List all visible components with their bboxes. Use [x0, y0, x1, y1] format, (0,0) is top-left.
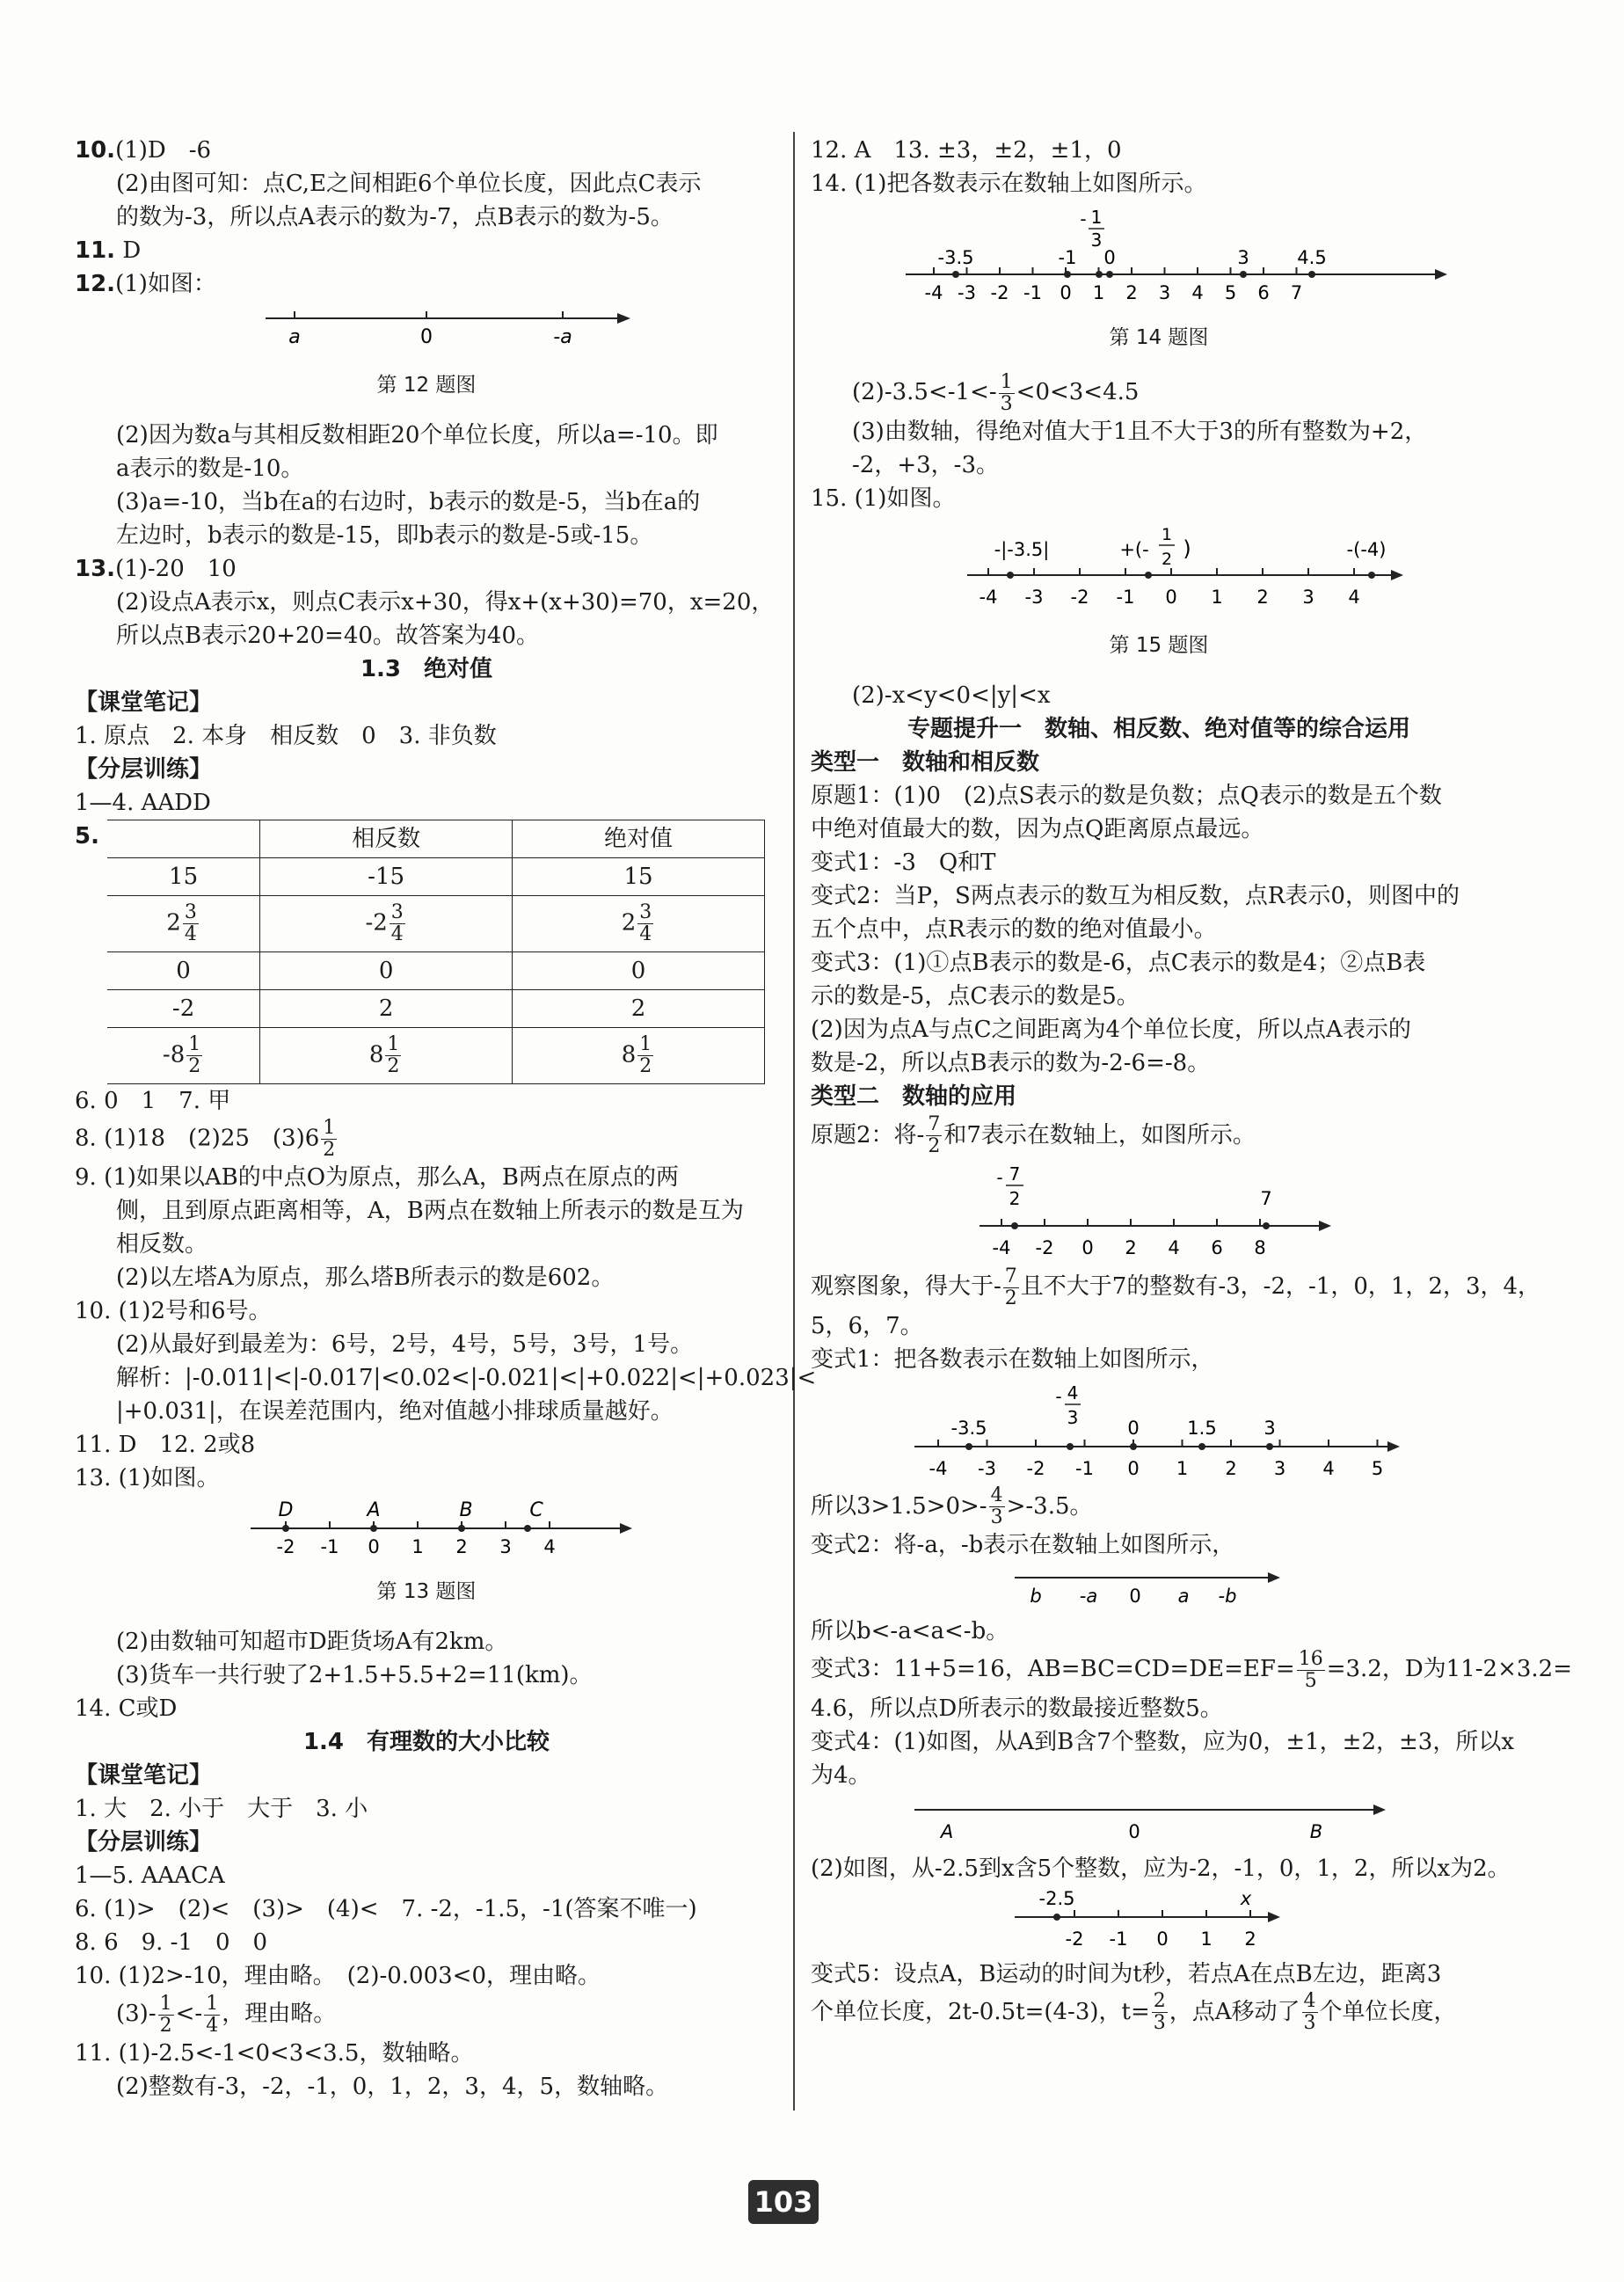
- q5-block: 5. 相反数 绝对值 15 -15 15 2 $\frac{3}{4}$ -2 $\frac{3}{4}$ 2 $\frac{3}{4}$ 0 0 0 -2 2 2 -8 $\frac{1}{2}$ 8 $\frac{1}{2}$ 8 $\frac{1}{2}$: [75, 820, 778, 1084]
- axis-tick-label: 0: [1060, 282, 1072, 303]
- fig13-tick: -1: [320, 1536, 339, 1557]
- axis-tick-label: -2: [990, 282, 1009, 303]
- fig15-caption: 第 15 题图: [1109, 633, 1209, 657]
- axis-tick-label: -2: [1070, 586, 1089, 608]
- bs4-label: A: [940, 1820, 954, 1842]
- figure-15-number-line: [811, 521, 1507, 612]
- axis-tick-label: 6: [1211, 1237, 1223, 1258]
- fig14-label: 3: [1237, 247, 1249, 268]
- fig14-label: -1: [1058, 247, 1077, 268]
- svg-text:-: -: [1055, 1385, 1062, 1407]
- axis-tick-label: 0: [1165, 586, 1177, 608]
- fig13-tick: 1: [411, 1536, 424, 1557]
- axis-tick-label: 3: [1158, 282, 1171, 303]
- figure-14-number-line: [811, 206, 1507, 304]
- figure-bs4-2-number-line: [811, 1891, 1507, 1952]
- svg-text:1: 1: [1161, 524, 1173, 544]
- right-column: 12. A 13. ±3，±2，±1，0 14. (1)把各数表示在数轴上如图所示。 - 1 3 -3.5 -1 0 3 4.5 -4 -3 -2 -1 0 1 2 3 4 5 6 7 第 14 题图 (2)-3.5<-1<- $\frac{1}{3}$ <0<3<4.5 (3)由数轴，得绝对值大于1且不大于3的所有整数为+2， -2，+3，-3。 15. (1)如图。 -|-3.5| +(- 1 2 ) -(-4) -4 -3 -2 -1 0 1 2 3 4 第 15 题图 (2)-x<y<0<|y|<x 专题提升一 数轴、相反数、绝对值等的综合运用 类型一 数轴和相反数 原题1：(1)0 (2)点S表示的数是负数；点Q表示的数是五个数 中绝对值最大的数，因为点Q距离原点最远。 变式1：-3 Q和T 变式2：当P，S两点表示的数互为相反数，点R表示0，则图中的 五个点中，点R表示的数的绝对值最小。 变式3：(1)①点B表示的数是-6，点C表示的数是4；②点B表 示的数是-5，点C表示的数是5。 (2)因为点A与点C之间距离为4个单位长度，所以点A表示的 数是-2，所以点B表示的数为-2-6=-8。 类型二 数轴的应用 原题2：将- $\frac{7}{2}$ 和7表示在数轴上，如图所示。 - 7 2 7 -4 -2 0 2 4 6 8 观察图象，得大于- $\frac{7}{2}$ 且不大于7的整数有-3，-2，-1，0，1，2，3，4， 5，6，7。 变式1：把各数表示在数轴上如图所示， -3.5 - 4 3 0 1.5 3 -4 -3 -2 -1 0 1 2 3 4 5 所以3>1.5>0>- $\frac{4}{3}$ >-3.5。 变式2：将-a，-b表示在数轴上如图所示， b -a 0 a -b 所以b<-a<a<-b。 变式3：11+5=16，AB=BC=CD=DE=EF= $\frac{16}{5}$ =3.2，D为11-2×3.2= 4.6，所以点D所表示的数最接近整数5。 变式4：(1)如图，从A到B含7个整数，应为0，±1，±2，±3，所以x 为4。 A 0 B (2)如图，从-2.5到x含5个整数，应为-2，-1，0，1，2，所以x为2。 -2.5 x -2 -1 0 1 2 变式5：设点A，B运动的时间为t秒，若点A在点B左边，距离3 个单位长度，2t-0.5t=(4-3)，t= $\frac{2}{3}$ ，点A移动了 $\frac{4}{3}$ 个单位长度，: [811, 137, 1573, 2034]
- bs2-label: b: [1030, 1586, 1042, 1607]
- axis-tick-label: 0: [1127, 1457, 1140, 1479]
- fig14-label: 4.5: [1297, 247, 1327, 268]
- cell-mixed-fraction: 8 $\frac{1}{2}$: [260, 1028, 513, 1084]
- topic-title: 专题提升一 数轴、相反数、绝对值等的综合运用: [907, 715, 1410, 742]
- svg-text:2: 2: [1161, 549, 1173, 569]
- axis-tick-label: -2: [1065, 1928, 1084, 1950]
- svg-text:3: 3: [1067, 1406, 1079, 1428]
- page-number: 103: [748, 2180, 819, 2224]
- fig13-point-A: A: [367, 1500, 381, 1521]
- axis-tick-label: 1: [1092, 282, 1105, 303]
- axis-tick-label: -4: [924, 282, 943, 303]
- bs1-label: 1.5: [1187, 1417, 1217, 1439]
- bs1-label: 0: [1127, 1417, 1140, 1439]
- svg-text:3: 3: [1090, 230, 1103, 251]
- fig13-tick: 3: [499, 1536, 512, 1557]
- fig13-tick: 0: [368, 1536, 380, 1557]
- type-1-heading: 类型一 数轴和相反数: [811, 748, 1040, 776]
- fig13-point-C: C: [529, 1500, 543, 1521]
- bs4-label: B: [1309, 1820, 1323, 1842]
- left-column: 10.(1)D -6 (2)由图可知：点C,E之间相距6个单位长度，因此点C表示 的数为-3，所以点A表示的数为-7，点B表示的数为-5。 11. D 12.(1)如图： a 0 -a 第 12 题图 (2)因为数a与其相反数相距20个单位长度，所以a=-10。即 a表示的数是-10。 (3)a=-10，当b在a的右边时，b表示的数是-5，当b在a的 左边时，b表示的数是-15，即b表示的数是-5或-15。 13.(1)-20 10 (2)设点A表示x，则点C表示x+30，得x+(x+30)=70，x=20， 所以点B表示20+20=40。故答案为40。 1.3 绝对值 【课堂笔记】 1. 原点 2. 本身 相反数 0 3. 非负数 【分层训练】 1—4. AADD 5. 相反数 绝对值 15 -15 15 2 $\frac{3}{4}$ -2 $\frac{3}{4}$ 2 $\frac{3}{4}$ 0 0 0 -2 2 2 -8 $\frac{1}{2}$ 8 $\frac{1}{2}$ 8 $\frac{1}{2}$ 6. 0 1 7. 甲 8. (1)18 (2)25 (3)6 $\frac{1}{2}$ 9. (1)如果以AB的中点O为原点，那么A，B两点在原点的两 侧，且到原点距离相等，A，B两点在数轴上所表示的数是互为 相反数。 (2)以左塔A为原点，那么塔B所表示的数是602。 10. (1)2号和6号。 (2)从最好到最差为：6号，2号，4号，5号，3号，1号。 解析：|-0.011|<|-0.017|<0.02<|-0.021|<|+0.022|<|+0.023|< |+0.031|，在误差范围内，绝对值越小排球质量越好。 11. D 12. 2或8 13. (1)如图。 D A B C -2 -1 0 1 2 3 4 第 13 题图 (2)由数轴可知超市D距货场A有2km。 (3)货车一共行驶了2+1.5+5.5+2=11(km)。 14. C或D 1.4 有理数的大小比较 【课堂笔记】 1. 大 2. 小于 大于 3. 小 【分层训练】 1—5. AAACA 6. (1)> (2)< (3)> (4)< 7. -2，-1.5，-1(答案不唯一) 8. 6 9. -1 0 0 10. (1)2>-10，理由略。 (2)-0.003<0，理由略。 (3)- $\frac{1}{2}$ <- $\frac{1}{4}$ ，理由略。 11. (1)-2.5<-1<0<3<3.5，数轴略。 (2)整数有-3，-2，-1，0，1，2，3，4，5，数轴略。: [75, 137, 817, 2100]
- axis-tick-label: -4: [979, 586, 998, 608]
- fig13-tick: 4: [543, 1536, 556, 1557]
- section-1-3-title: 1.3 绝对值: [360, 656, 493, 682]
- axis-tick-label: 0: [1081, 1237, 1094, 1258]
- bs2-label: -a: [1079, 1586, 1098, 1607]
- figure-13-number-line: [75, 1500, 778, 1558]
- cell-mixed-fraction: -2 $\frac{3}{4}$: [260, 896, 513, 952]
- bs1-label: -3.5: [950, 1417, 987, 1439]
- svg-text:1: 1: [1090, 207, 1103, 228]
- svg-text:-: -: [1080, 208, 1087, 230]
- axis-tick-label: 0: [1156, 1928, 1169, 1950]
- fig14-caption: 第 14 题图: [1109, 326, 1209, 349]
- axis-tick-label: -1: [1109, 1928, 1128, 1950]
- fig14-label: 0: [1103, 247, 1116, 268]
- fig12-label-a: a: [288, 326, 301, 348]
- q5-answer-table: 相反数 绝对值 15 -15 15 2 $\frac{3}{4}$ -2 $\frac{3}{4}$ 2 $\frac{3}{4}$ 0 0 0 -2 2 2 -8 $\frac{1}{2}$ 8 $\frac{1}{2}$ 8 $\frac{1}{2}$: [107, 820, 765, 1084]
- figure-bs4-1-number-line: [811, 1797, 1507, 1847]
- axis-tick-label: 4: [1322, 1457, 1335, 1479]
- class-notes-heading: 【课堂笔记】: [75, 689, 213, 716]
- fig13-point-B: B: [459, 1500, 473, 1521]
- yt2-label-7: 7: [1260, 1188, 1272, 1209]
- cell-mixed-fraction: 2 $\frac{3}{4}$: [107, 896, 260, 952]
- bs1-label: 3: [1264, 1417, 1276, 1439]
- axis-tick-label: 2: [1256, 586, 1269, 608]
- svg-text:7: 7: [1009, 1163, 1021, 1185]
- axis-tick-label: 3: [1273, 1457, 1286, 1479]
- axis-tick-label: -2: [1035, 1237, 1054, 1258]
- fig12-label-0: 0: [420, 326, 433, 348]
- axis-tick-label: -3: [1024, 586, 1044, 608]
- axis-tick-label: -3: [978, 1457, 996, 1479]
- type-2-heading: 类型二 数轴的应用: [811, 1083, 1017, 1110]
- axis-tick-label: -1: [1075, 1457, 1094, 1479]
- section-1-4-title: 1.4 有理数的大小比较: [302, 1729, 550, 1755]
- bs4-2-label: x: [1240, 1890, 1252, 1909]
- axis-tick-label: 2: [1244, 1928, 1256, 1950]
- q10-number: 10.: [75, 137, 116, 164]
- bs2-label: a: [1177, 1586, 1190, 1607]
- axis-tick-label: 2: [1125, 1237, 1137, 1258]
- bs4-2-label: -2.5: [1038, 1890, 1075, 1909]
- figure-yt2-number-line: [811, 1163, 1507, 1259]
- cell-mixed-fraction: 8 $\frac{1}{2}$: [513, 1028, 765, 1084]
- bs2-label: -b: [1218, 1586, 1237, 1607]
- fig13-tick: 2: [455, 1536, 468, 1557]
- axis-tick-label: 1: [1200, 1928, 1213, 1950]
- fig12-label-neg-a: -a: [553, 326, 572, 348]
- fig13-caption: 第 13 题图: [376, 1580, 477, 1603]
- fig15-label: -(-4): [1346, 538, 1387, 560]
- svg-text:2: 2: [1009, 1188, 1021, 1209]
- axis-tick-label: -1: [1116, 586, 1135, 608]
- figure-bs2-number-line: [811, 1567, 1507, 1609]
- figure-bs1-number-line: [811, 1382, 1507, 1480]
- fig15-label: +(-: [1119, 538, 1149, 560]
- axis-tick-label: -2: [1026, 1457, 1045, 1479]
- axis-tick-label: -3: [958, 282, 976, 303]
- cell-mixed-fraction: 2 $\frac{3}{4}$: [513, 896, 765, 952]
- axis-tick-label: 8: [1254, 1237, 1266, 1258]
- axis-tick-label: 2: [1125, 282, 1138, 303]
- svg-text:-: -: [996, 1167, 1003, 1188]
- axis-tick-label: -1: [1023, 282, 1042, 303]
- column-divider: [793, 132, 795, 2111]
- fig12-caption: 第 12 题图: [376, 374, 477, 397]
- fig13-point-D: D: [278, 1500, 294, 1521]
- axis-tick-label: 1: [1211, 586, 1223, 608]
- axis-tick-label: 6: [1257, 282, 1270, 303]
- figure-12-number-line: [75, 306, 778, 352]
- axis-tick-label: 3: [1302, 586, 1314, 608]
- svg-text:4: 4: [1067, 1382, 1079, 1403]
- axis-tick-label: 5: [1371, 1457, 1384, 1479]
- svg-text:): ): [1183, 536, 1191, 561]
- fig14-label: -3.5: [937, 247, 974, 268]
- axis-tick-label: -4: [992, 1237, 1011, 1258]
- bs2-label: 0: [1129, 1586, 1141, 1607]
- cell-mixed-fraction: -8 $\frac{1}{2}$: [107, 1028, 260, 1084]
- fig13-tick: -2: [276, 1536, 295, 1557]
- axis-tick-label: -4: [929, 1457, 948, 1479]
- bs4-label: 0: [1128, 1820, 1140, 1842]
- axis-tick-label: 7: [1290, 282, 1303, 303]
- axis-tick-label: 2: [1225, 1457, 1237, 1479]
- axis-tick-label: 4: [1191, 282, 1204, 303]
- axis-tick-label: 1: [1176, 1457, 1189, 1479]
- axis-tick-label: 5: [1224, 282, 1237, 303]
- fig15-label: -|-3.5|: [994, 538, 1050, 560]
- axis-tick-label: 4: [1168, 1237, 1180, 1258]
- layered-training-heading: 【分层训练】: [75, 756, 213, 783]
- axis-tick-label: 4: [1348, 586, 1360, 608]
